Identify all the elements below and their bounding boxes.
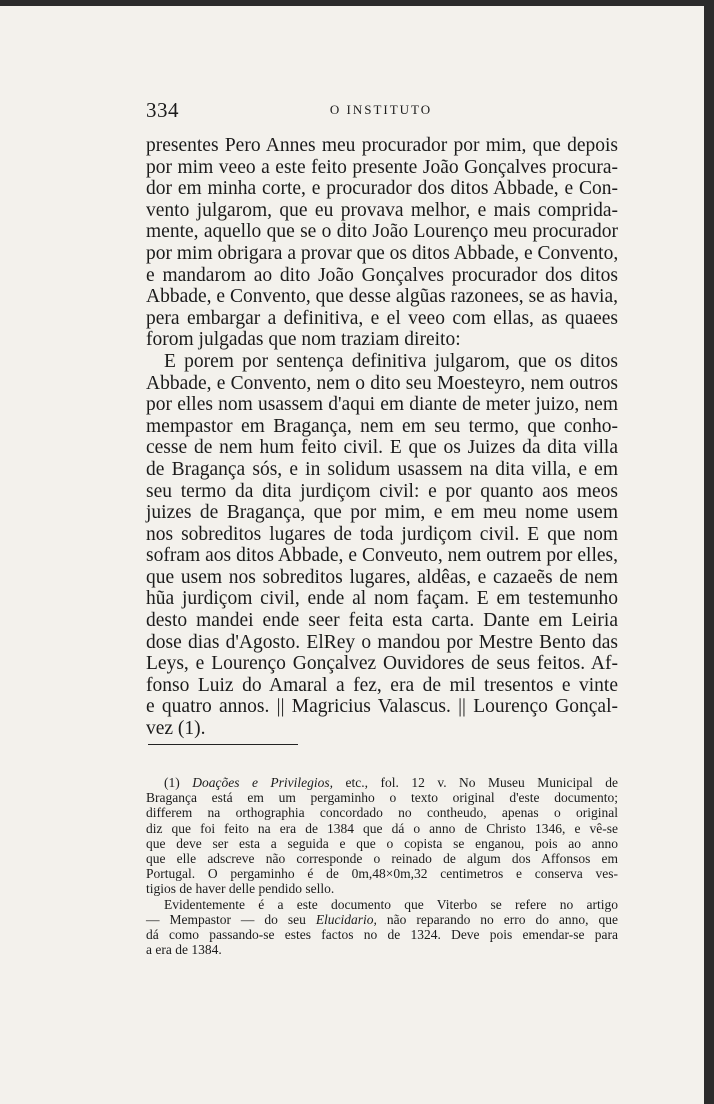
footnote (146, 775, 618, 957)
body-line: presentes Pero Annes meu procurador por mim, que depois (146, 135, 618, 156)
body-line: seu termo da dita jurdiçom civil: e por quanto aos meos (146, 480, 618, 502)
body-line: Leys, e Lourenço Gonçalvez Ouvidores de seus feitos. Af- (146, 653, 618, 675)
footnote-line (146, 881, 618, 896)
footnote-italic-title: Elucidario, (315, 911, 377, 927)
body-line: mente, aquello que se o dito João Lourenço meu procurador (146, 221, 618, 243)
footnote-text: etc., fol. 12 v. No Museu Municipal de (333, 775, 618, 790)
body-line: pera embargar a definitiva, e el veeo com ellas, as quaees (146, 307, 618, 329)
footnote-text: diz que foi feito na era de 1384 que dá o anno de Christo 1346, e vê-se (146, 820, 618, 836)
body-line: mempastor em Bragança, nem em seu termo, que conho- (146, 415, 618, 437)
body-line: juizes de Bragança, que por mim, e em meu nome usem (146, 502, 618, 524)
footnote-italic-title: Doações e Privilegios, (192, 775, 334, 790)
body-line: de Bragança sós, e in solidum usassem na dita villa, e em (146, 458, 618, 480)
body-line: Abbade, e Convento, que desse algũas razonees, se as havia, (146, 286, 618, 308)
footnote-separator (148, 744, 298, 745)
footnote-line (146, 912, 618, 927)
footnote-line (146, 897, 618, 912)
footnote-text: differem na orthographia concordado no contheudo, apenas o original (146, 805, 618, 821)
body-line: que usem nos sobreditos lugares, aldêas, e cazaeẽs de nem (146, 566, 618, 588)
footnote-line (146, 836, 618, 851)
body-line: Abbade, e Convento, nem o dito seu Moesteyro, nem outros (146, 372, 618, 394)
footnote-line (146, 790, 618, 805)
body-line: vento julgarom, que eu provava melhor, e mais comprida- (146, 199, 618, 221)
body-line: cesse de nem hum feito civil. E que os Juizes da dita villa (146, 437, 618, 459)
footnote-line (146, 927, 618, 942)
running-title: O INSTITUTO (329, 102, 433, 117)
footnote-text: Portugal. O pergaminho é de 0m,48×0m,32 centimetros e conserva ves- (146, 866, 618, 882)
footnote-text: a era de 1384. (146, 942, 222, 958)
footnote-line (146, 866, 618, 881)
body-line: E porem por sentença definitiva julgarom, que os ditos (164, 350, 618, 372)
body-line: desto mandei ende seer feita esta carta. Dante em Leiria (146, 610, 618, 632)
body-line: por mim obrigara a provar que os ditos Abbade, e Convento, (146, 242, 619, 264)
page-header (146, 98, 616, 124)
body-line: por elles nom usassem d'aqui em diante de meter juizo, nem (146, 394, 618, 416)
page-number: 334 (146, 98, 179, 122)
body-line: nos sobreditos lugares de toda jurdiçom civil. E que nom (146, 523, 618, 545)
footnote-text: que deve ser esta a seguida e que o copista se enganou, pois ao anno (146, 835, 618, 851)
footnote-text: dá como passando-se estes factos no de 1324. Deve pois emendar-se para (146, 927, 618, 943)
footnote-line (146, 805, 618, 820)
body-line: dor em minha corte, e procurador dos ditos Abbade, e Con- (146, 178, 618, 200)
body-line: vez (1). (146, 718, 206, 740)
body-line: sofram aos ditos Abbade, e Conveuto, nem outrem por elles, (146, 545, 618, 567)
footnote-text: Evidentemente é a este documento que Viterbo se refere no artigo (164, 896, 618, 912)
body-line: por mim veeo a este feito presente João Gonçalves procura- (146, 156, 618, 178)
footnote-line (146, 821, 618, 836)
footnote-text: Bragança está em um pergaminho o texto original d'este documento; (146, 790, 618, 806)
body-line: hũa jurdiçom civil, ende al nom façam. E em testemunho (146, 588, 618, 610)
body-text (146, 135, 618, 740)
scan-edge-top (0, 0, 714, 6)
body-line: forom julgadas que nom traziam direito: (146, 329, 461, 351)
footnote-text: tigios de haver delle pendido sello. (146, 881, 335, 897)
footnote-line (146, 851, 618, 866)
footnote-line (146, 775, 618, 790)
body-line: fonso Luiz do Amaral a fez, era de mil tresentos e vinte (146, 674, 618, 696)
body-line: e quatro annos. || Magricius Valascus. || Lourenço Gonçal- (146, 696, 618, 718)
body-line: e mandarom ao dito João Gonçalves procurador dos ditos (146, 264, 618, 286)
footnote-text: — Mempastor — do seu (146, 911, 316, 927)
footnote-text: (1) (164, 775, 193, 790)
scan-edge-right (704, 0, 714, 1104)
footnote-text: não reparando no erro do anno, que (376, 911, 618, 927)
footnote-line (146, 942, 618, 957)
body-line: dose dias d'Agosto. ElRey o mandou por Mestre Bento das (146, 631, 618, 653)
footnote-text: que elle adscreve não corresponde o reinado de algum dos Affonsos em (146, 851, 618, 867)
